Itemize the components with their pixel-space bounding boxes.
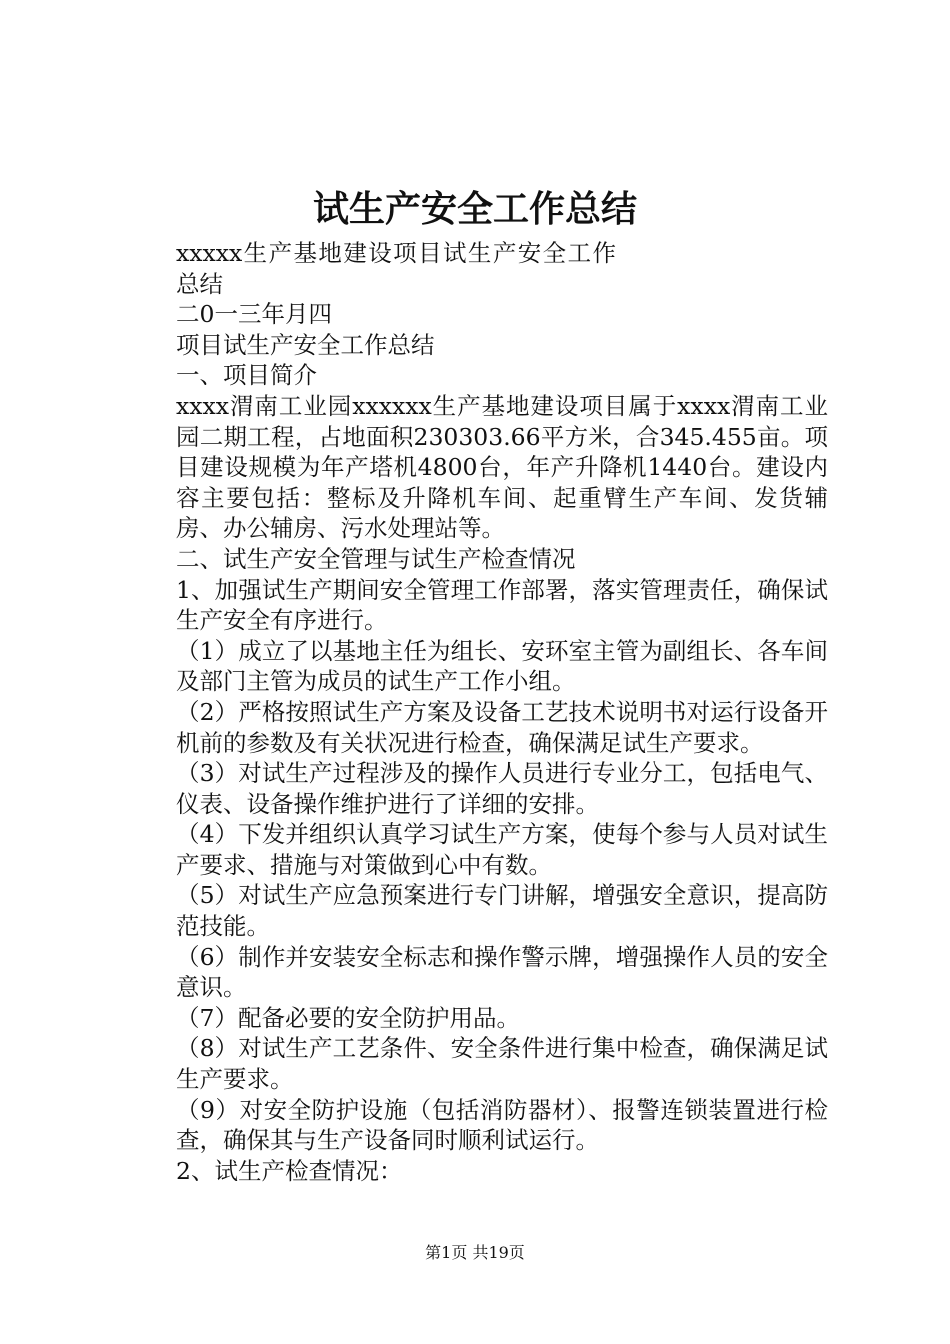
project-subtitle: xxxxx生产基地建设项目试生产安全工作总结 xyxy=(176,239,616,298)
document-body xyxy=(128,238,828,1186)
paragraph-subitem-3: （3）对试生产过程涉及的操作人员进行专业分工，包括电气、仪表、设备操作维护进行了详细的安排。 xyxy=(176,759,828,818)
document-title: 试生产安全工作总结 xyxy=(312,188,637,230)
section-heading-safety-management: 二、试生产安全管理与试生产检查情况 xyxy=(176,544,576,573)
page-number: 第1页 共19页 xyxy=(425,1243,525,1262)
paragraph-item-1: 1、加强试生产期间安全管理工作部署，落实管理责任，确保试生产安全有序进行。 xyxy=(176,575,828,635)
paragraph-subitem-9: （9）对安全防护设施（包括消防器材）、报警连锁装置进行检查，确保其与生产设备同时顺利试运行。 xyxy=(176,1095,828,1155)
date-line: 二0一三年月四 xyxy=(176,300,332,329)
paragraph-subitem-1: （1）成立了以基地主任为组长、安环室主管为副组长、各车间及部门主管为成员的试生产工作小组。 xyxy=(176,636,828,696)
paragraph-subitem-6: （6）制作并安装安全标志和操作警示牌，增强操作人员的安全意识。 xyxy=(176,942,828,1002)
paragraph-subitem-4: （4）下发并组织认真学习试生产方案，使每个参与人员对试生产要求、措施与对策做到心中有数。 xyxy=(176,820,828,879)
paragraph-item-2: 2、试生产检查情况： xyxy=(176,1156,403,1185)
paragraph-subitem-8: （8）对试生产工艺条件、安全条件进行集中检查，确保满足试生产要求。 xyxy=(176,1034,828,1094)
paragraph-project-intro: xxxx渭南工业园xxxxxx生产基地建设项目属于xxxx渭南工业园二期工程，占地面积230303.66平方米，合345.455亩。项目建设规模为年产塔机4800台，年产升降机1440台。建设内容主要包括：整标及升降机车间、起重臂生产车间、发货辅房、办公辅房、污水处理站等。 xyxy=(176,391,828,543)
paragraph-subitem-5: （5）对试生产应急预案进行专门讲解，增强安全意识，提高防范技能。 xyxy=(176,881,828,941)
paragraph-subitem-7: （7）配备必要的安全防护用品。 xyxy=(176,1003,520,1032)
section-heading-project-intro: 一、项目简介 xyxy=(176,361,317,390)
paragraph-subitem-2: （2）严格按照试生产方案及设备工艺技术说明书对运行设备开机前的参数及有关状况进行检查，确保满足试生产要求。 xyxy=(176,697,828,757)
summary-heading: 项目试生产安全工作总结 xyxy=(176,330,435,359)
